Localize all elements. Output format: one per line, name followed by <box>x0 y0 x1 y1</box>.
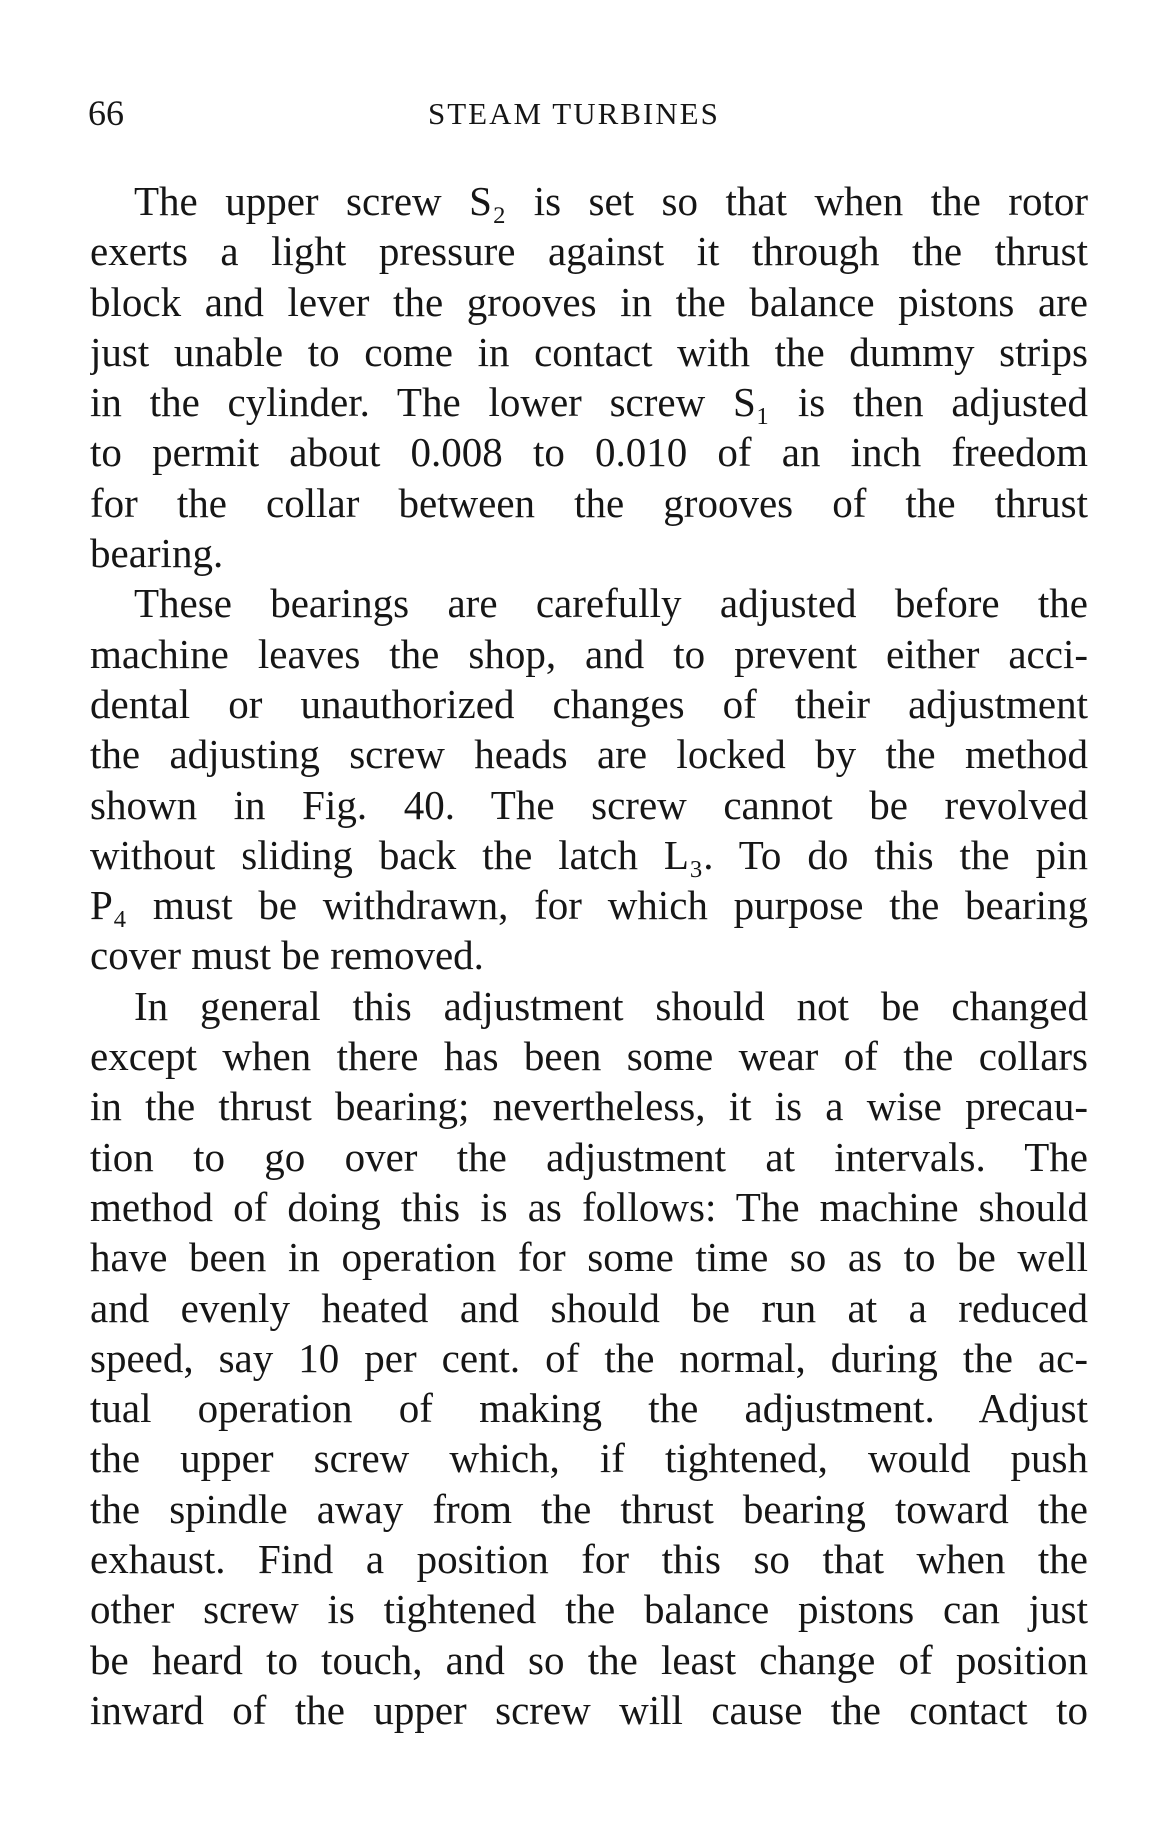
text-line: just unable to come in contact with the dummy strips <box>90 328 1088 375</box>
text-line: bearing. <box>90 530 224 577</box>
text-line: dental or unauthorized changes of their adjustment <box>90 680 1088 727</box>
text-line: the upper screw which, if tightened, would push <box>90 1435 1088 1482</box>
text-line: shown in Fig. 40. The screw cannot be revolved <box>90 781 1088 828</box>
text-line: other screw is tightened the balance pistons can just <box>90 1586 1088 1633</box>
text-line: in the cylinder. The lower screw S₁ is then adjusted <box>90 379 1088 426</box>
text-line: tion to go over the adjustment at intervals. The <box>90 1133 1088 1180</box>
text-line: have been in operation for some time so as to be well <box>90 1234 1088 1281</box>
page-number: 66 <box>88 93 124 133</box>
text-line: except when there has been some wear of the collars <box>90 1033 1088 1080</box>
text-line: These bearings are carefully adjusted before the <box>134 580 1088 627</box>
text-line: block and lever the grooves in the balance pistons are <box>90 278 1088 325</box>
text-line: P₄ must be withdrawn, for which purpose the bearing <box>90 882 1088 929</box>
text-line: without sliding back the latch L₃. To do this the pin <box>90 831 1088 878</box>
running-head <box>88 92 1088 142</box>
body-text <box>90 176 1088 1735</box>
text-line: exerts a light pressure against it through the thrust <box>90 228 1088 275</box>
text-line: speed, say 10 per cent. of the normal, during the ac- <box>90 1334 1088 1381</box>
text-line: inward of the upper screw will cause the contact to <box>90 1686 1088 1733</box>
text-line: to permit about 0.008 to 0.010 of an inch freedom <box>90 429 1088 476</box>
running-title: STEAM TURBINES <box>428 96 720 131</box>
text-line: In general this adjustment should not be changed <box>134 982 1088 1029</box>
text-line: in the thrust bearing; nevertheless, it is a wise precau- <box>90 1083 1088 1130</box>
text-line: machine leaves the shop, and to prevent either acci- <box>90 630 1088 677</box>
text-line: cover must be removed. <box>90 932 484 979</box>
text-line: The upper screw S₂ is set so that when the rotor <box>134 178 1088 224</box>
text-line: method of doing this is as follows: The machine should <box>90 1183 1088 1230</box>
text-line: tual operation of making the adjustment. Adjust <box>90 1385 1088 1432</box>
text-line: the spindle away from the thrust bearing toward the <box>90 1485 1088 1532</box>
text-line: and evenly heated and should be run at a reduced <box>90 1284 1088 1331</box>
text-line: exhaust. Find a position for this so that when the <box>90 1536 1088 1583</box>
text-line: be heard to touch, and so the least change of position <box>90 1636 1088 1683</box>
text-line: the adjusting screw heads are locked by the method <box>90 731 1088 778</box>
text-line: for the collar between the grooves of the thrust <box>90 479 1088 526</box>
